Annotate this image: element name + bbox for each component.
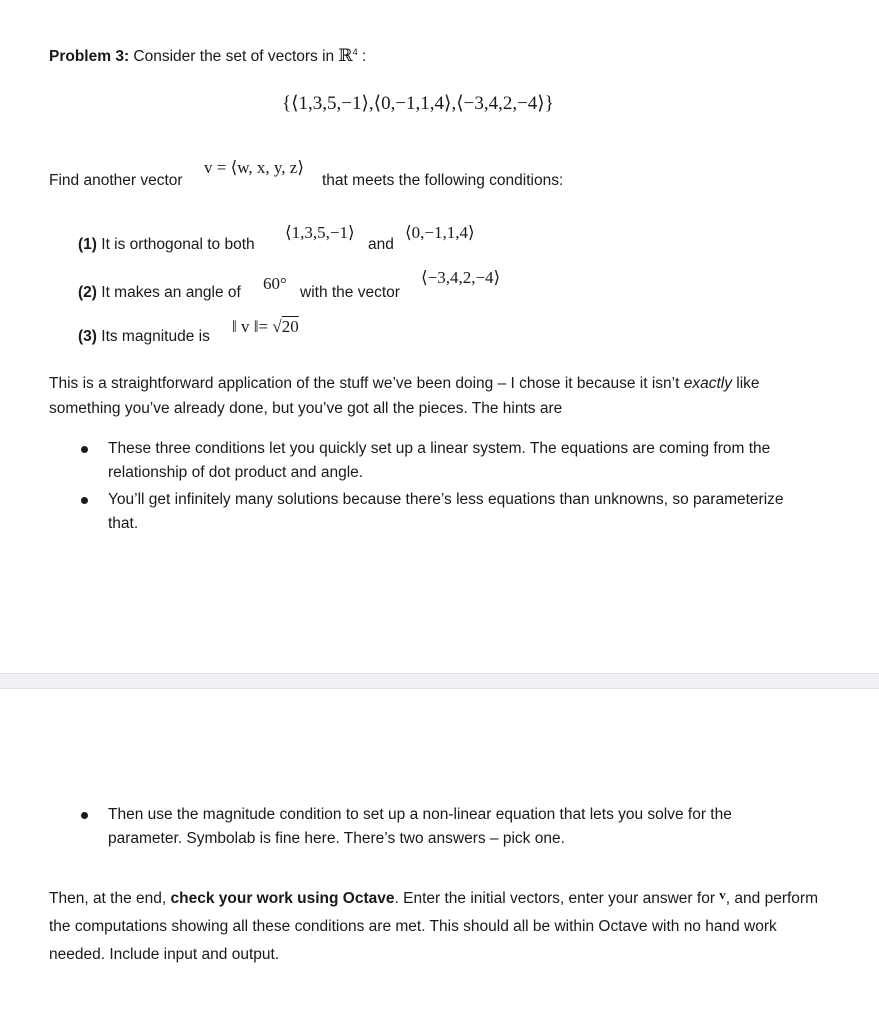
page-break <box>0 673 879 689</box>
real-space-exponent: 4 <box>352 46 358 57</box>
condition-2-vector: ⟨−3,4,2,−4⟩ <box>421 268 501 287</box>
hint-item: These three conditions let you quickly set up a linear system. The equations are coming from the relationship of dot product and angle. <box>78 437 808 485</box>
condition-1-text: It is orthogonal to both <box>101 236 255 253</box>
hints-list-page1 <box>78 437 808 539</box>
condition-1-vector-b: ⟨0,−1,1,4⟩ <box>405 223 475 242</box>
explanation-paragraph <box>49 371 829 421</box>
condition-2-number: (2) <box>78 284 97 301</box>
condition-1-joiner: and <box>368 236 394 253</box>
condition-3 <box>78 328 210 346</box>
condition-2-text: It makes an angle of <box>101 284 241 301</box>
condition-2-angle: 60° <box>263 274 287 293</box>
condition-3-magnitude <box>232 317 299 337</box>
condition-3-number: (3) <box>78 328 97 345</box>
find-suffix: that meets the following conditions: <box>322 172 564 189</box>
vector-set: {⟨1,3,5,−1⟩,⟨0,−1,1,4⟩,⟨−3,4,2,−4⟩} <box>282 93 554 114</box>
magnitude-expression: ‖ v ‖= √ <box>232 317 282 336</box>
condition-2 <box>78 284 241 302</box>
final-part1: Then, at the end, <box>49 890 171 907</box>
final-line2: and perform the computations showing all these conditions are met. This should all be within Octave with no hand work needed. Include input and output. <box>49 890 818 963</box>
header-colon: : <box>361 48 367 65</box>
problem-intro: Consider the set of vectors in <box>133 48 335 65</box>
final-bold: check your work using Octave <box>170 890 395 907</box>
problem-header <box>49 46 366 66</box>
condition-1 <box>78 236 255 254</box>
condition-2-text2: with the vector <box>300 284 400 301</box>
explanation-part2: like something you’ve already done, but you’ve got all the pieces. The hints are <box>49 375 760 417</box>
problem-label: Problem 3: <box>49 48 130 65</box>
condition-1-number: (1) <box>78 236 97 253</box>
magnitude-radicand: 20 <box>281 317 299 336</box>
hints-list-page2 <box>78 803 808 854</box>
explanation-emphasis: exactly <box>683 375 732 392</box>
final-paragraph <box>49 881 829 969</box>
final-v-symbol: v <box>719 887 726 902</box>
final-part2: . Enter the initial vectors, enter your answer for <box>394 890 720 907</box>
hint-item: Then use the magnitude condition to set up a non-linear equation that lets you solve for the parameter. Symbolab is fine here. There’s two answers – pick one. <box>78 803 808 851</box>
hint-item: You’ll get infinitely many solutions because there’s less equations than unknowns, so parameterize that. <box>78 488 808 536</box>
final-part3: , <box>725 890 731 907</box>
condition-3-text: Its magnitude is <box>101 328 210 345</box>
find-vector-math: v = ⟨w, x, y, z⟩ <box>204 158 304 177</box>
explanation-part1: This is a straightforward application of the stuff we’ve been doing – I chose it because it isn’t <box>49 375 684 392</box>
condition-1-vector-a: ⟨1,3,5,−1⟩ <box>285 223 355 242</box>
real-space-symbol: ℝ <box>338 46 353 66</box>
find-prefix: Find another vector <box>49 172 183 189</box>
